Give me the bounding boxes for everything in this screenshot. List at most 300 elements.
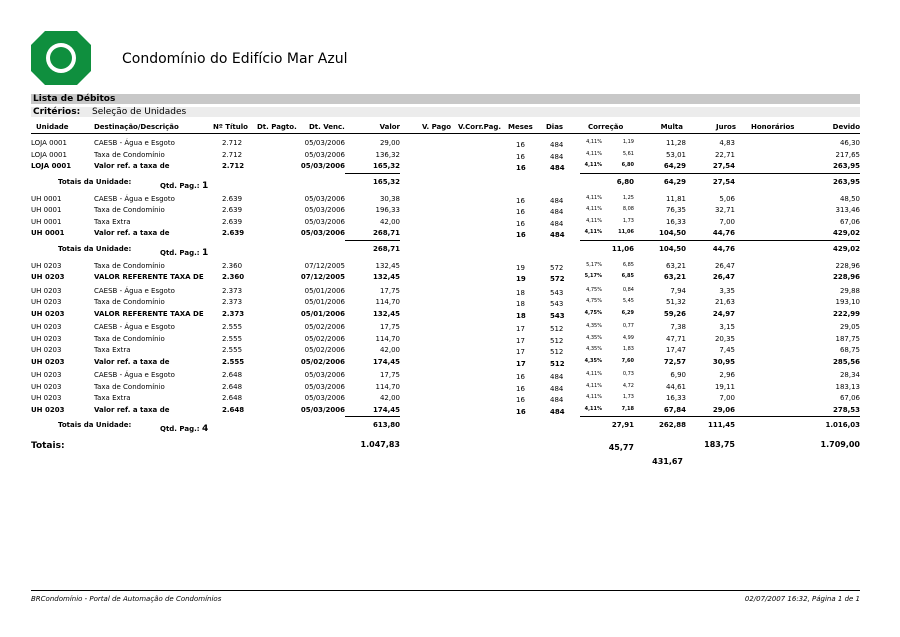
due-date-cell: 05/03/2006 [304,371,345,379]
value-cell: 132,45 [372,273,400,281]
grand-total-due: 1.709,00 [820,440,860,449]
days-cell: 572 [550,275,565,283]
correction-value: 6,80 [621,162,634,168]
condominium-logo [31,31,91,85]
interest-cell: 27,54 [712,162,735,170]
column-header: Dt. Venc. [309,123,345,131]
fine-cell: 11,28 [665,139,686,147]
total-underline [345,240,400,241]
fine-cell: 76,35 [665,206,686,214]
value-cell: 132,45 [372,309,400,318]
titulo-cell: 2.555 [222,334,243,343]
unit-cell: LOJA 0001 [31,139,67,147]
interest-cell: 24,97 [712,309,735,318]
interest-cell: 44,76 [712,229,735,237]
titulo-cell: 2.373 [222,286,243,295]
correction-percent: 4,11% [586,206,602,212]
due-amount-cell: 263,95 [832,162,860,170]
footer-left: BRCondomínio - Portal de Automação de Condomínios [31,595,222,603]
value-cell: 174,45 [372,357,400,366]
correction-percent: 4,11% [586,194,602,201]
unit-total-due: 429,02 [832,244,860,253]
fine-cell: 51,32 [665,298,686,306]
months-cell: 16 [516,373,525,381]
unit-total-correction: 6,80 [616,177,634,186]
unit-cell: UH 0203 [31,286,62,295]
description-cell: CAESB - Água e Esgoto [94,139,175,147]
correction-percent: 4,11% [586,217,602,224]
column-header: Honorários [751,123,795,131]
column-header: Meses [508,123,533,131]
page-title: Condomínio do Edifício Mar Azul [122,51,348,67]
titulo-cell: 2.555 [222,323,243,331]
quantity-label: Qtd. Pag.: 1 [160,180,209,191]
description-cell: Taxa Extra [94,394,131,402]
due-amount-cell: 29,05 [839,323,860,331]
fine-cell: 64,29 [663,162,686,170]
column-header: Multa [660,123,683,131]
value-cell: 165,32 [372,162,400,170]
correction-percent: 4,11% [584,229,602,235]
titulo-cell: 2.648 [222,405,245,414]
description-cell: Taxa de Condomínio [94,334,165,343]
correction-value: 7,18 [621,405,634,412]
due-date-cell: 05/02/2006 [300,357,345,366]
value-cell: 114,70 [375,334,400,343]
section-title: Lista de Débitos [33,94,116,104]
fine-cell: 17,47 [665,346,686,354]
unit-total-correction: 11,06 [611,244,634,253]
unit-cell: UH 0203 [31,394,62,402]
unit-cell: UH 0001 [31,206,62,214]
correction-value: 1,83 [622,346,634,352]
unit-cell: UH 0203 [31,405,65,414]
interest-cell: 7,45 [719,346,735,354]
months-cell: 17 [516,336,525,345]
due-amount-cell: 68,75 [839,346,860,354]
interest-cell: 19,11 [714,382,735,391]
due-date-cell: 05/02/2006 [304,334,345,343]
quantity-value: 4 [201,424,209,434]
fine-cell: 104,50 [658,229,686,237]
titulo-cell: 2.639 [222,217,243,226]
criteria-value: Seleção de Unidades [92,107,187,117]
due-date-cell: 05/03/2006 [304,394,345,402]
description-cell: Taxa de Condomínio [94,382,165,391]
due-amount-cell: 187,75 [835,334,860,343]
unit-cell: LOJA 0001 [31,150,67,159]
correction-percent: 4,11% [586,139,602,145]
value-cell: 17,75 [379,323,400,331]
unit-total-fine: 262,88 [658,421,686,429]
interest-cell: 20,35 [714,334,735,343]
interest-cell: 4,83 [719,139,735,147]
due-date-cell: 05/03/2006 [300,229,345,237]
value-cell: 17,75 [379,371,400,379]
interest-cell: 30,95 [712,357,735,366]
footer-right: 02/07/2007 16:32, Página 1 de 1 [744,595,860,603]
due-amount-cell: 285,56 [832,357,860,366]
due-date-cell: 05/03/2006 [304,206,345,214]
column-header: Dt. Pagto. [257,123,297,131]
interest-cell: 3,35 [719,286,735,295]
unit-total-interest: 44,76 [712,244,735,253]
column-header: Devido [832,123,860,131]
footer-divider [31,590,860,591]
correction-percent: 4,11% [584,405,602,412]
unit-total-fine: 104,50 [658,244,686,253]
grand-total-fine: 431,67 [652,457,683,466]
description-cell: Taxa Extra [94,217,131,226]
value-cell: 174,45 [372,405,400,414]
value-cell: 132,45 [375,261,400,270]
unit-total-interest: 111,45 [707,421,735,429]
unit-cell: UH 0203 [31,261,62,270]
total-underline [580,240,860,241]
unit-cell: UH 0203 [31,334,62,343]
titulo-cell: 2.373 [222,298,243,306]
correction-value: 8,08 [622,206,634,212]
interest-cell: 22,71 [714,150,735,159]
column-header: Nº Título [213,123,248,131]
unit-cell: UH 0203 [31,346,62,354]
due-amount-cell: 67,06 [839,394,860,402]
unit-cell: UH 0203 [31,273,65,281]
months-cell: 19 [516,263,525,272]
unit-total-due: 1.016,03 [825,421,860,429]
unit-total-value: 165,32 [372,177,400,186]
days-cell: 484 [550,373,564,381]
description-cell: CAESB - Água e Esgoto [94,371,175,379]
titulo-cell: 2.712 [222,150,243,159]
months-cell: 16 [516,196,525,205]
correction-percent: 4,35% [584,357,602,364]
days-cell: 512 [550,348,564,356]
titulo-cell: 2.360 [222,273,245,281]
value-cell: 29,00 [379,139,400,147]
months-cell: 16 [516,219,525,228]
correction-value: 6,29 [621,309,634,316]
fine-cell: 67,84 [663,405,686,414]
fine-cell: 7,94 [670,286,686,295]
due-amount-cell: 217,65 [835,150,860,159]
titulo-cell: 2.555 [222,346,243,354]
description-cell: VALOR REFERENTE TAXA DE [94,309,204,318]
days-cell: 512 [550,336,564,345]
due-date-cell: 07/12/2005 [304,261,345,270]
unit-total-fine: 64,29 [663,177,686,186]
interest-cell: 26,47 [712,273,735,281]
unit-cell: UH 0203 [31,309,65,318]
due-amount-cell: 183,13 [835,382,860,391]
due-amount-cell: 222,99 [832,309,860,318]
grand-total-interest: 183,75 [704,440,735,449]
total-underline [345,416,400,417]
unit-total-label: Totais da Unidade: [58,421,132,429]
fine-cell: 59,26 [663,309,686,318]
description-cell: CAESB - Água e Esgoto [94,323,175,331]
grand-total-value: 1.047,83 [360,440,400,449]
due-date-cell: 05/02/2006 [304,323,345,331]
correction-percent: 4,35% [586,323,602,329]
days-cell: 484 [550,152,564,161]
fine-cell: 6,90 [670,371,686,379]
interest-cell: 32,71 [714,206,735,214]
fine-cell: 63,21 [663,273,686,281]
months-cell: 17 [516,325,525,333]
months-cell: 18 [516,311,526,320]
unit-cell: UH 0203 [31,298,62,306]
days-cell: 572 [550,263,564,272]
correction-percent: 4,11% [584,162,602,168]
unit-total-label: Totais da Unidade: [58,177,132,186]
due-amount-cell: 29,88 [839,286,860,295]
due-date-cell: 05/03/2006 [304,382,345,391]
correction-percent: 4,75% [584,309,602,316]
fine-cell: 53,01 [665,150,686,159]
value-cell: 114,70 [375,382,400,391]
interest-cell: 3,15 [719,323,735,331]
days-cell: 484 [550,219,564,228]
unit-total-correction: 27,91 [611,421,634,429]
due-amount-cell: 228,96 [835,261,860,270]
description-cell: Valor ref. a taxa de [94,405,170,414]
unit-cell: UH 0203 [31,357,65,366]
months-cell: 16 [516,152,525,161]
titulo-cell: 2.639 [222,194,243,203]
days-cell: 543 [550,311,565,320]
unit-cell: UH 0001 [31,229,65,237]
unit-total-value: 268,71 [372,244,400,253]
due-amount-cell: 429,02 [832,229,860,237]
due-amount-cell: 193,10 [835,298,860,306]
description-cell: Taxa de Condomínio [94,150,165,159]
interest-cell: 26,47 [714,261,735,270]
due-amount-cell: 278,53 [832,405,860,414]
fine-cell: 47,71 [665,334,686,343]
correction-percent: 4,11% [586,371,602,377]
unit-cell: UH 0203 [31,323,62,331]
due-date-cell: 07/12/2005 [300,273,345,281]
correction-value: 6,85 [621,273,634,279]
titulo-cell: 2.648 [222,371,243,379]
value-cell: 30,38 [379,194,400,203]
total-underline [345,173,400,174]
section-bar [31,94,860,104]
due-date-cell: 05/03/2006 [300,162,345,170]
correction-value: 4,72 [622,382,634,389]
correction-value: 4,99 [622,334,634,341]
titulo-cell: 2.712 [222,139,243,147]
grand-total-label: Totais: [31,441,65,451]
column-header: Dias [546,123,564,131]
days-cell: 484 [550,384,564,393]
due-amount-cell: 46,30 [839,139,860,147]
unit-cell: UH 0001 [31,217,62,226]
correction-percent: 5,17% [584,273,602,279]
interest-cell: 29,06 [712,405,735,414]
total-underline [580,416,860,417]
correction-value: 0,77 [622,323,634,329]
months-cell: 18 [516,288,525,297]
correction-value: 5,45 [622,298,634,304]
value-cell: 42,00 [379,217,400,226]
column-header: Juros [715,123,736,131]
column-header: V. Pago [422,123,452,131]
titulo-cell: 2.639 [222,229,245,237]
days-cell: 543 [550,300,564,308]
fine-cell: 7,38 [670,323,686,331]
due-amount-cell: 48,50 [839,194,860,203]
description-cell: Taxa de Condomínio [94,206,165,214]
months-cell: 16 [516,407,526,416]
days-cell: 484 [550,208,564,216]
value-cell: 268,71 [372,229,400,237]
months-cell: 16 [516,231,526,239]
column-header: Valor [379,123,400,131]
days-cell: 484 [550,396,564,404]
titulo-cell: 2.712 [222,162,245,170]
titulo-cell: 2.648 [222,394,243,402]
quantity-value: 1 [201,180,209,191]
value-cell: 42,00 [379,346,400,354]
unit-total-value: 613,80 [372,421,400,429]
correction-percent: 4,75% [586,286,602,293]
days-cell: 484 [550,407,565,416]
interest-cell: 7,00 [719,217,735,226]
due-date-cell: 05/01/2006 [304,286,345,295]
fine-cell: 72,57 [663,357,686,366]
months-cell: 17 [516,348,525,356]
correction-value: 1,73 [622,394,634,400]
interest-cell: 5,06 [719,194,735,203]
quantity-value: 1 [201,247,209,258]
interest-cell: 7,00 [719,394,735,402]
titulo-cell: 2.648 [222,382,243,391]
unit-cell: UH 0001 [31,194,62,203]
column-header: Unidade [36,123,69,131]
correction-value: 5,61 [622,150,634,157]
correction-percent: 4,11% [586,382,602,389]
unit-total-due: 263,95 [832,177,860,186]
due-date-cell: 05/03/2006 [304,139,345,147]
due-date-cell: 05/03/2006 [304,150,345,159]
days-cell: 484 [550,141,564,149]
description-cell: VALOR REFERENTE TAXA DE [94,273,204,281]
due-amount-cell: 28,34 [839,371,860,379]
fine-cell: 63,21 [665,261,686,270]
due-date-cell: 05/03/2006 [300,405,345,414]
fine-cell: 11,81 [665,194,686,203]
days-cell: 543 [550,288,564,297]
description-cell: Taxa de Condomínio [94,261,165,270]
unit-cell: LOJA 0001 [31,162,72,170]
due-date-cell: 05/02/2006 [304,346,345,354]
grand-total-correction: 45,77 [608,443,634,452]
days-cell: 512 [550,325,564,333]
value-cell: 114,70 [375,298,400,306]
correction-percent: 4,35% [586,346,602,352]
due-date-cell: 05/03/2006 [304,217,345,226]
correction-value: 1,19 [622,139,634,145]
description-cell: CAESB - Água e Esgoto [94,194,175,203]
days-cell: 484 [550,231,565,239]
total-underline [580,173,860,174]
description-cell: Taxa de Condomínio [94,298,165,306]
fine-cell: 44,61 [665,382,686,391]
correction-percent: 4,75% [586,298,602,304]
titulo-cell: 2.360 [222,261,243,270]
description-cell: Valor ref. a taxa de [94,162,170,170]
column-header: V.Corr.Pag. [458,123,502,131]
quantity-label: Qtd. Pag.: 4 [160,424,209,434]
value-cell: 196,33 [375,206,400,214]
days-cell: 484 [550,164,565,172]
months-cell: 18 [516,300,525,308]
correction-value: 7,60 [621,357,634,364]
column-header: Correção [588,123,624,131]
value-cell: 42,00 [379,394,400,402]
fine-cell: 16,33 [665,394,686,402]
correction-value: 1,73 [622,217,634,224]
value-cell: 17,75 [379,286,400,295]
unit-total-label: Totais da Unidade: [58,244,132,253]
due-date-cell: 05/01/2006 [304,298,345,306]
due-date-cell: 05/03/2006 [304,194,345,203]
description-cell: Valor ref. a taxa de [94,357,170,366]
quantity-label: Qtd. Pag.: 1 [160,247,209,258]
due-date-cell: 05/01/2006 [300,309,345,318]
correction-percent: 4,11% [586,150,602,157]
months-cell: 17 [516,359,526,368]
titulo-cell: 2.555 [222,357,245,366]
description-cell: Valor ref. a taxa de [94,229,170,237]
correction-value: 1,25 [622,194,634,201]
titulo-cell: 2.639 [222,206,243,214]
unit-cell: UH 0203 [31,371,62,379]
days-cell: 512 [550,359,565,368]
interest-cell: 21,63 [714,298,735,306]
interest-cell: 2,96 [719,371,735,379]
correction-percent: 4,35% [586,334,602,341]
correction-percent: 4,11% [586,394,602,400]
column-header: Destinação/Descrição [94,123,179,131]
due-amount-cell: 313,46 [835,206,860,214]
due-amount-cell: 228,96 [832,273,860,281]
header-divider [31,133,860,134]
months-cell: 16 [516,141,525,149]
months-cell: 19 [516,275,526,283]
description-cell: Taxa Extra [94,346,131,354]
value-cell: 136,32 [375,150,400,159]
months-cell: 16 [516,384,525,393]
fine-cell: 16,33 [665,217,686,226]
correction-percent: 5,17% [586,261,602,268]
months-cell: 16 [516,208,525,216]
due-amount-cell: 67,06 [839,217,860,226]
months-cell: 16 [516,164,526,172]
titulo-cell: 2.373 [222,309,245,318]
correction-value: 0,73 [622,371,634,377]
days-cell: 484 [550,196,564,205]
criteria-label: Critérios: [33,107,81,117]
correction-value: 6,85 [622,261,634,268]
description-cell: CAESB - Água e Esgoto [94,286,175,295]
correction-value: 11,06 [618,229,634,235]
correction-value: 0,84 [622,286,634,293]
unit-cell: UH 0203 [31,382,62,391]
unit-total-interest: 27,54 [712,177,735,186]
